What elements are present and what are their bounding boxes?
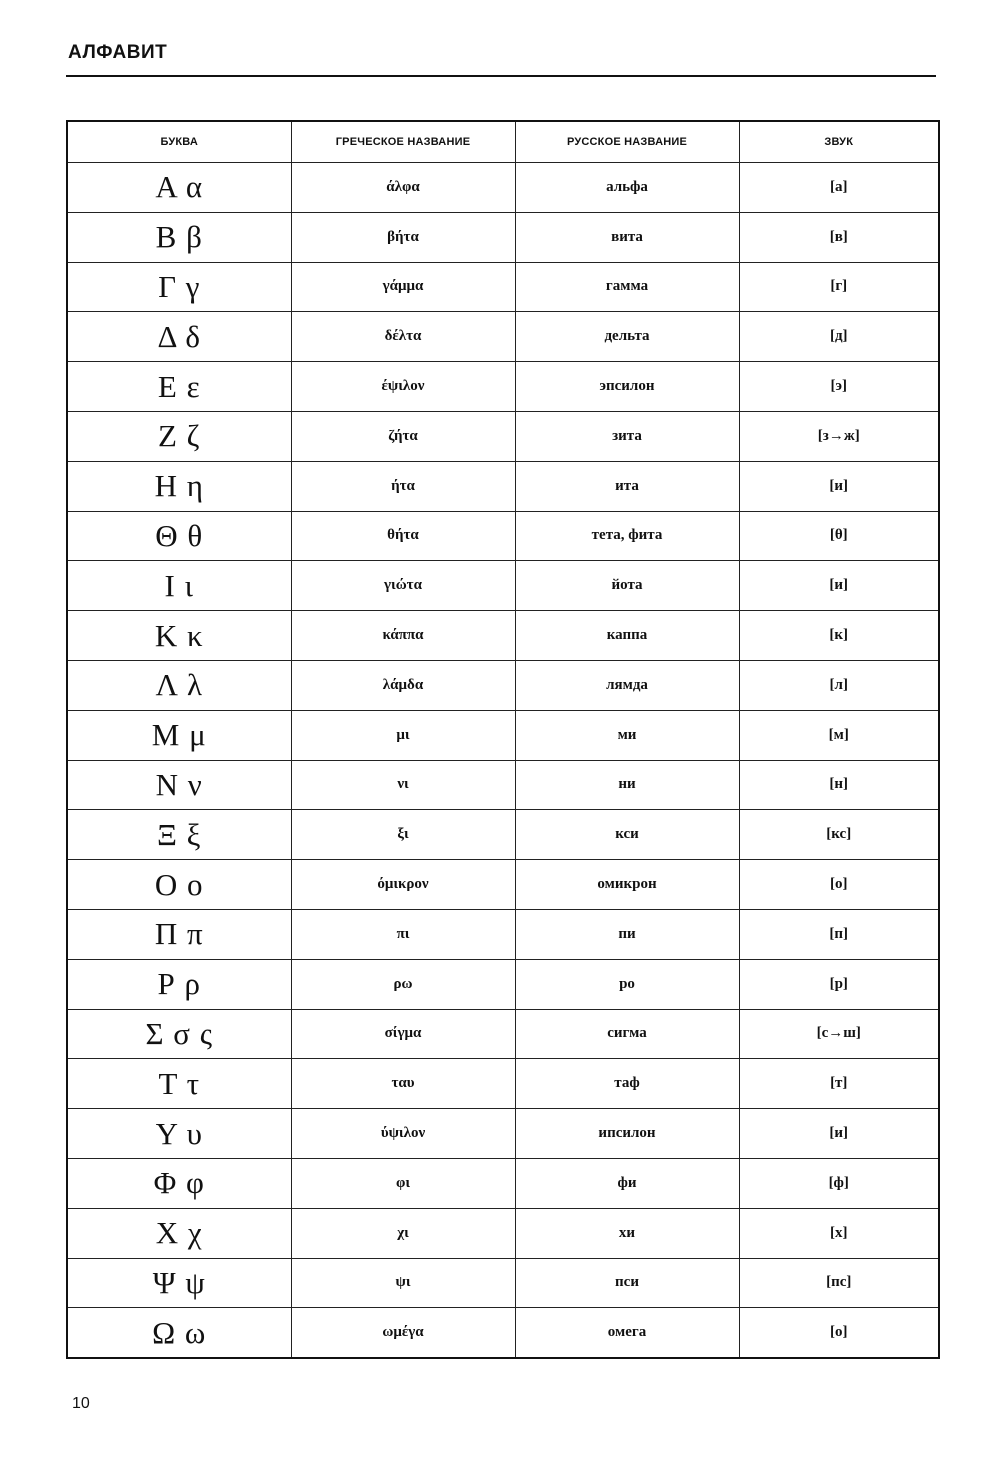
greek-name-cell: θήτα: [291, 511, 515, 561]
table-row: [67, 710, 939, 760]
sound-cell: [и]: [739, 561, 939, 611]
sound-cell: [г]: [739, 262, 939, 312]
table-row: [67, 760, 939, 810]
letter-cell: Θ θ: [67, 511, 291, 561]
sound-cell: [р]: [739, 959, 939, 1009]
table-row: [67, 1158, 939, 1208]
letter-cell: Υ υ: [67, 1109, 291, 1159]
russian-name-cell: ипсилон: [515, 1109, 739, 1159]
sound-cell: [п]: [739, 909, 939, 959]
russian-name-cell: лямда: [515, 660, 739, 710]
sound-cell: [о]: [739, 1308, 939, 1358]
greek-name-cell: ταυ: [291, 1059, 515, 1109]
table-row: [67, 362, 939, 412]
letter-cell: Κ κ: [67, 611, 291, 661]
letter-cell: Π π: [67, 909, 291, 959]
letter-cell: Τ τ: [67, 1059, 291, 1109]
letter-cell: Ι ι: [67, 561, 291, 611]
sound-cell: [л]: [739, 660, 939, 710]
table-row: [67, 1059, 939, 1109]
letter-cell: Ρ ρ: [67, 959, 291, 1009]
letter-cell: Χ χ: [67, 1208, 291, 1258]
russian-name-cell: кси: [515, 810, 739, 860]
greek-name-cell: ρω: [291, 959, 515, 1009]
letter-cell: Ε ε: [67, 362, 291, 412]
table-row: [67, 163, 939, 213]
sound-cell: [з→ж]: [739, 411, 939, 461]
russian-name-cell: тета, фита: [515, 511, 739, 561]
greek-name-cell: ωμέγα: [291, 1308, 515, 1358]
letter-cell: Σ σ ς: [67, 1009, 291, 1059]
sound-cell: [кс]: [739, 810, 939, 860]
russian-name-cell: ни: [515, 760, 739, 810]
table-row: [67, 411, 939, 461]
letter-cell: Φ φ: [67, 1158, 291, 1208]
greek-name-cell: νι: [291, 760, 515, 810]
letter-cell: Μ μ: [67, 710, 291, 760]
greek-name-cell: γιώτα: [291, 561, 515, 611]
russian-name-cell: омикрон: [515, 860, 739, 910]
table-row: [67, 561, 939, 611]
table-header-row: [67, 121, 939, 163]
table-row: [67, 909, 939, 959]
greek-name-cell: ύψιλον: [291, 1109, 515, 1159]
russian-name-cell: пи: [515, 909, 739, 959]
letter-cell: Λ λ: [67, 660, 291, 710]
russian-name-cell: ро: [515, 959, 739, 1009]
russian-name-cell: дельта: [515, 312, 739, 362]
russian-name-cell: йота: [515, 561, 739, 611]
greek-name-cell: δέλτα: [291, 312, 515, 362]
russian-name-cell: фи: [515, 1158, 739, 1208]
sound-cell: [и]: [739, 461, 939, 511]
greek-name-cell: φι: [291, 1158, 515, 1208]
greek-name-cell: χι: [291, 1208, 515, 1258]
greek-name-cell: ήτα: [291, 461, 515, 511]
sound-cell: [к]: [739, 611, 939, 661]
table-row: [67, 212, 939, 262]
letter-cell: Ο ο: [67, 860, 291, 910]
table-body: [67, 163, 939, 1359]
greek-name-cell: λάμδα: [291, 660, 515, 710]
greek-name-cell: πι: [291, 909, 515, 959]
russian-name-cell: альфа: [515, 163, 739, 213]
table-row: [67, 810, 939, 860]
russian-name-cell: зита: [515, 411, 739, 461]
russian-name-cell: хи: [515, 1208, 739, 1258]
greek-name-cell: κάππα: [291, 611, 515, 661]
letter-cell: Ω ω: [67, 1308, 291, 1358]
letter-cell: Δ δ: [67, 312, 291, 362]
table-row: [67, 511, 939, 561]
sound-cell: [д]: [739, 312, 939, 362]
sound-cell: [э]: [739, 362, 939, 412]
russian-name-cell: сигма: [515, 1009, 739, 1059]
sound-cell: [о]: [739, 860, 939, 910]
sound-cell: [ф]: [739, 1158, 939, 1208]
sound-cell: [н]: [739, 760, 939, 810]
russian-name-cell: таф: [515, 1059, 739, 1109]
russian-name-cell: пси: [515, 1258, 739, 1308]
greek-name-cell: ζήτα: [291, 411, 515, 461]
greek-name-cell: άλφα: [291, 163, 515, 213]
table-row: [67, 262, 939, 312]
russian-name-cell: омега: [515, 1308, 739, 1358]
russian-name-cell: каппа: [515, 611, 739, 661]
table-row: [67, 959, 939, 1009]
table-row: [67, 860, 939, 910]
greek-name-cell: έψιλον: [291, 362, 515, 412]
sound-cell: [пс]: [739, 1258, 939, 1308]
table-row: [67, 312, 939, 362]
letter-cell: Η η: [67, 461, 291, 511]
russian-name-cell: эпсилон: [515, 362, 739, 412]
greek-name-cell: μι: [291, 710, 515, 760]
table-row: [67, 1308, 939, 1358]
greek-name-cell: γάμμα: [291, 262, 515, 312]
table-row: [67, 1009, 939, 1059]
greek-name-cell: ψι: [291, 1258, 515, 1308]
table-row: [67, 660, 939, 710]
letter-cell: Β β: [67, 212, 291, 262]
letter-cell: Ν ν: [67, 760, 291, 810]
column-header-greek-name: ГРЕЧЕСКОЕ НАЗВАНИЕ: [291, 121, 515, 163]
sound-cell: [в]: [739, 212, 939, 262]
greek-name-cell: σίγμα: [291, 1009, 515, 1059]
sound-cell: [и]: [739, 1109, 939, 1159]
greek-name-cell: ξι: [291, 810, 515, 860]
russian-name-cell: ита: [515, 461, 739, 511]
letter-cell: Α α: [67, 163, 291, 213]
sound-cell: [х]: [739, 1208, 939, 1258]
russian-name-cell: гамма: [515, 262, 739, 312]
greek-name-cell: βήτα: [291, 212, 515, 262]
title-divider: [66, 75, 936, 77]
sound-cell: [θ]: [739, 511, 939, 561]
table-row: [67, 1109, 939, 1159]
column-header-letter: БУКВА: [67, 121, 291, 163]
sound-cell: [т]: [739, 1059, 939, 1109]
table-row: [67, 461, 939, 511]
table-row: [67, 1258, 939, 1308]
sound-cell: [с→ш]: [739, 1009, 939, 1059]
greek-name-cell: όμικρον: [291, 860, 515, 910]
sound-cell: [м]: [739, 710, 939, 760]
table-row: [67, 1208, 939, 1258]
letter-cell: Ψ ψ: [67, 1258, 291, 1308]
column-header-sound: ЗВУК: [739, 121, 939, 163]
letter-cell: Ξ ξ: [67, 810, 291, 860]
russian-name-cell: вита: [515, 212, 739, 262]
sound-cell: [а]: [739, 163, 939, 213]
page-number: 10: [72, 1395, 90, 1412]
table-row: [67, 611, 939, 661]
column-header-russian-name: РУССКОЕ НАЗВАНИЕ: [515, 121, 739, 163]
letter-cell: Γ γ: [67, 262, 291, 312]
letter-cell: Ζ ζ: [67, 411, 291, 461]
russian-name-cell: ми: [515, 710, 739, 760]
page-title: АЛФАВИТ: [68, 42, 168, 63]
alphabet-table: [66, 120, 940, 1359]
